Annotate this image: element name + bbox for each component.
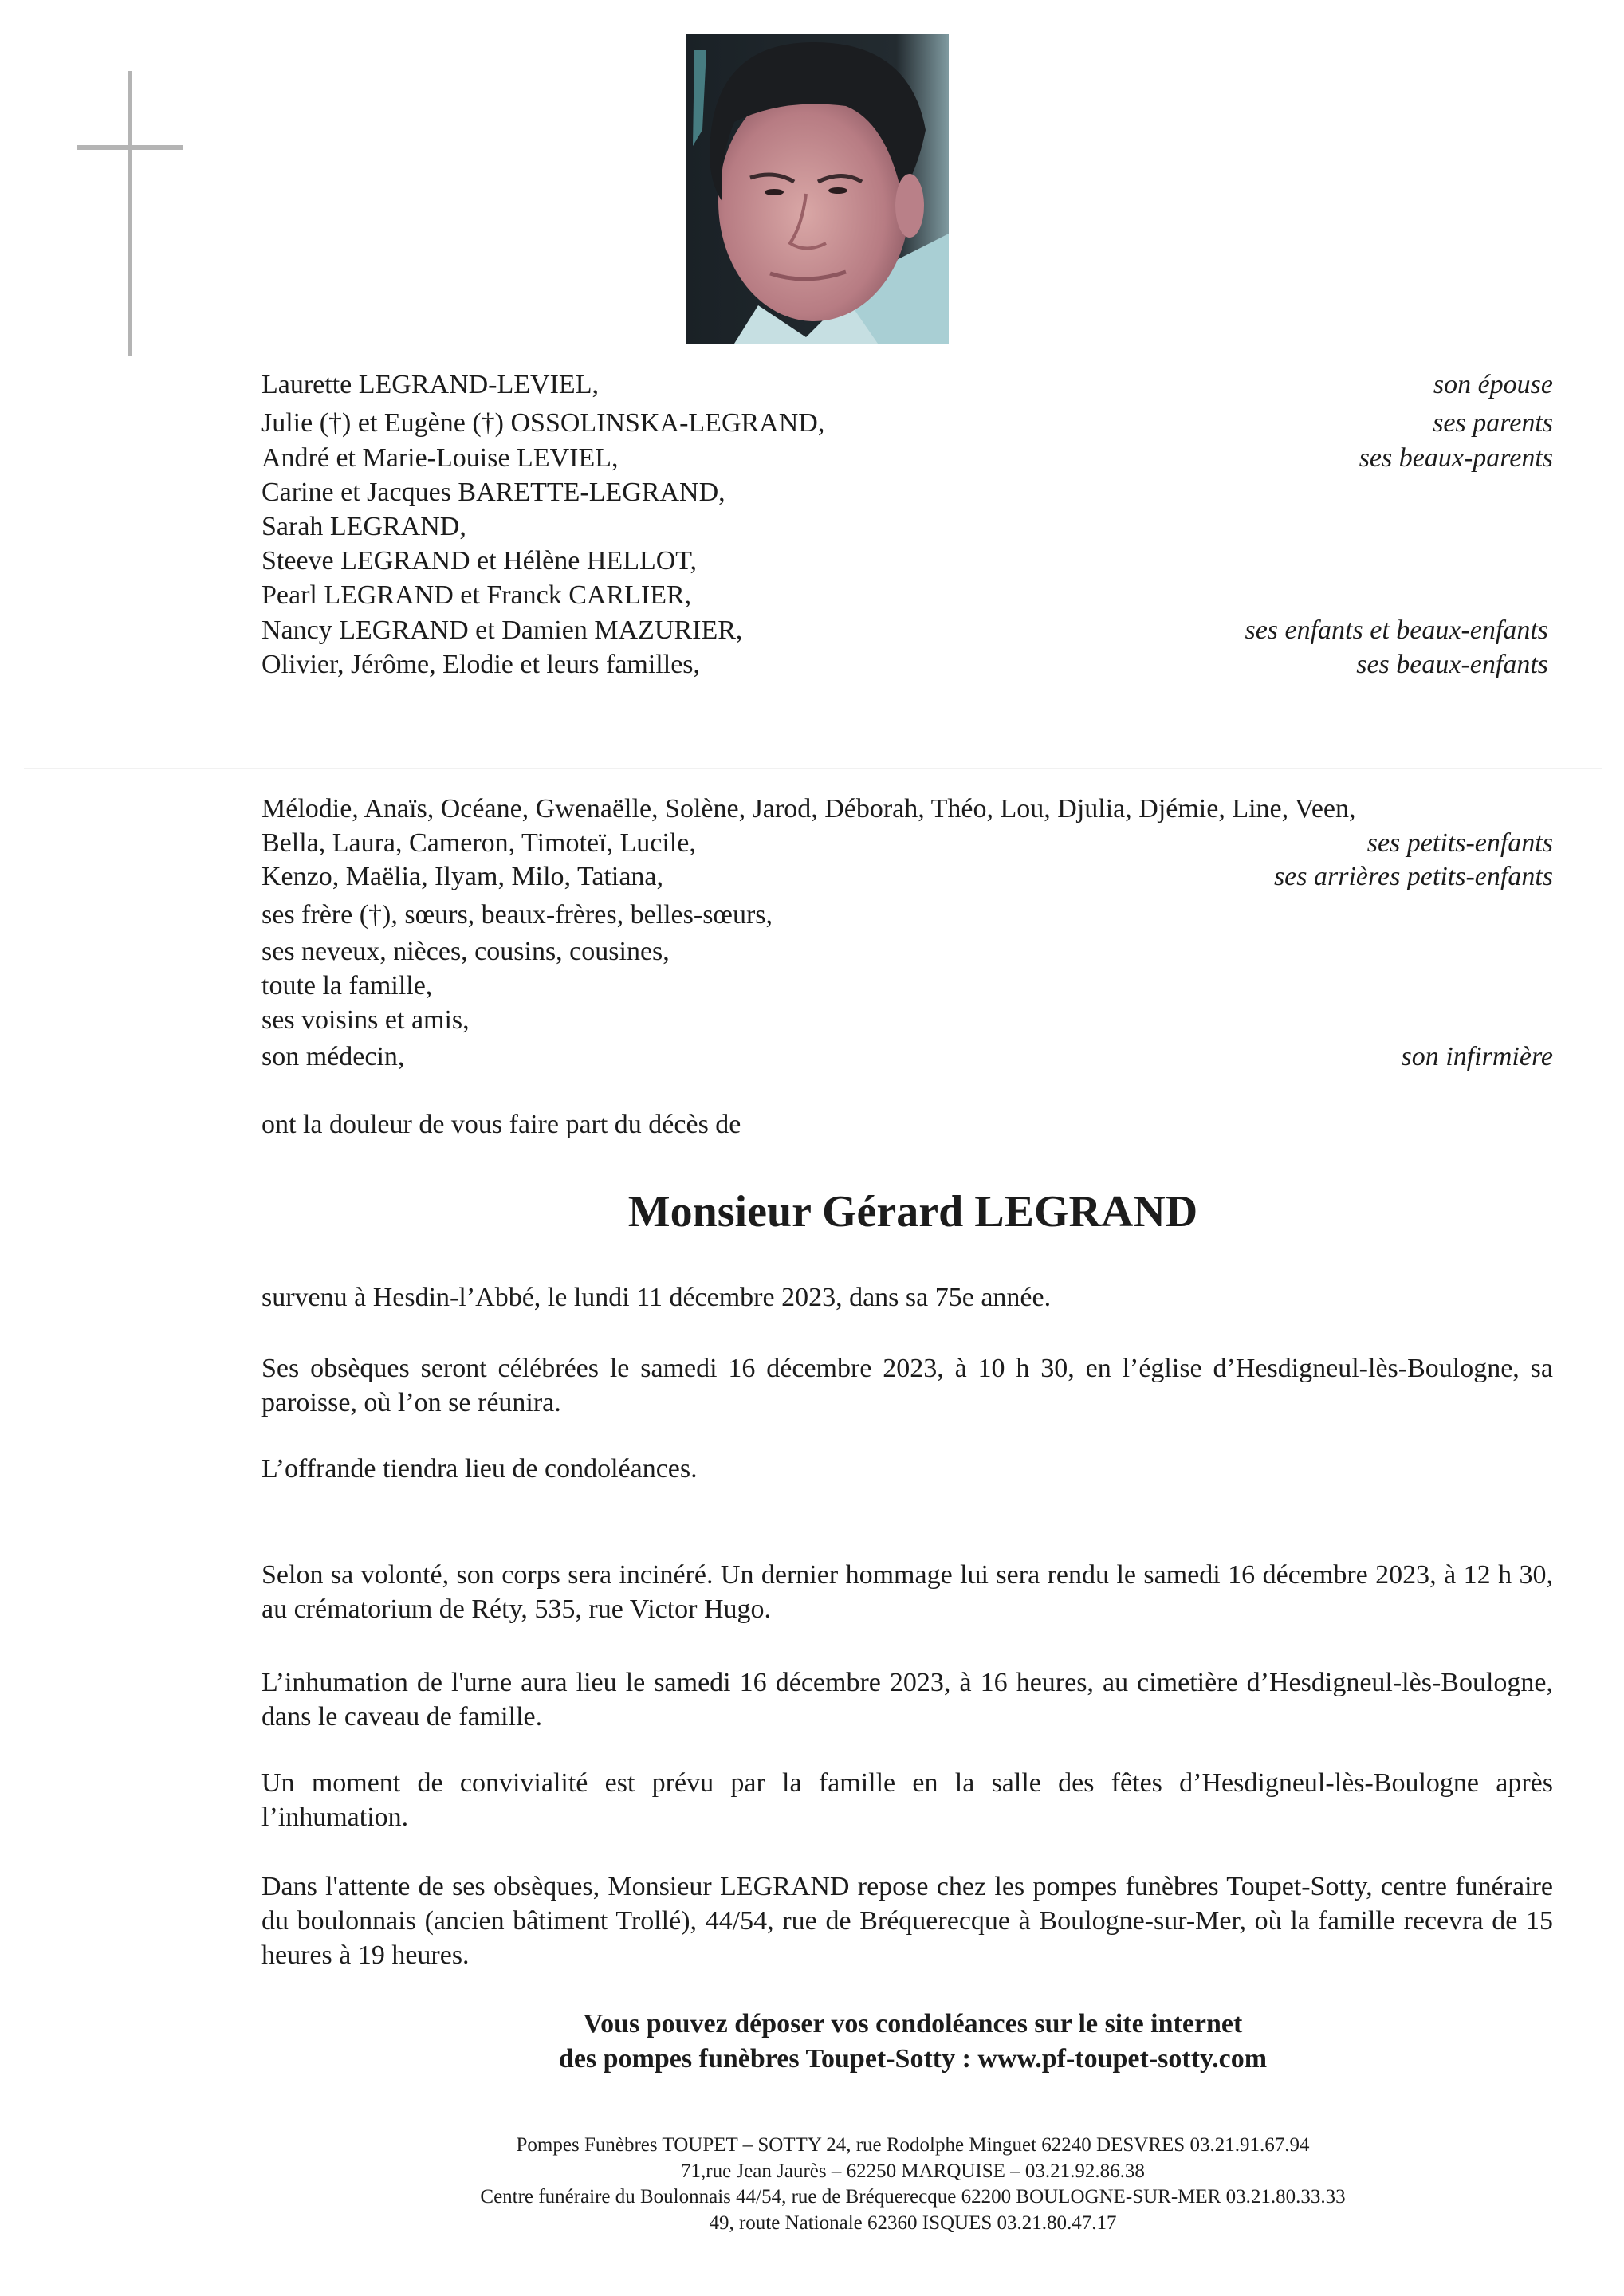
family-row bbox=[261, 475, 1553, 509]
relatives-relation: son infirmière bbox=[1401, 1042, 1553, 1071]
death-details: survenu à Hesdin-l’Abbé, le lundi 11 décembre 2023, dans sa 75e année. bbox=[261, 1283, 1052, 1312]
relatives-row bbox=[261, 1003, 1553, 1037]
portrait-photo bbox=[686, 34, 949, 344]
family-row bbox=[261, 441, 1553, 475]
relatives-names: son médecin, bbox=[261, 1042, 405, 1071]
gathering-paragraph: Un moment de convivialité est prévu par la famille en la salle des fêtes d’Hesdigneul-lès-Boulogne après l’inhumation. bbox=[261, 1768, 1553, 1832]
cremation-paragraph: Selon sa volonté, son corps sera incinéré. Un dernier hommage lui sera rendu le samedi 16 décembre 2023, à 12 h 30, au crématorium de Réty, 535, rue Victor Hugo. bbox=[261, 1560, 1553, 1624]
relatives-names: Bella, Laura, Cameron, Timoteï, Lucile, bbox=[261, 828, 696, 858]
family-row bbox=[261, 509, 1553, 544]
family-row bbox=[261, 613, 1553, 647]
footer-line: 71,rue Jean Jaurès – 62250 MARQUISE – 03.21.92.86.38 bbox=[681, 2160, 1145, 2182]
relatives-row bbox=[261, 934, 1553, 969]
family-name: Steeve LEGRAND et Hélène HELLOT, bbox=[261, 546, 698, 576]
family-row bbox=[261, 647, 1553, 682]
family-name: Olivier, Jérôme, Elodie et leurs familles, bbox=[261, 650, 701, 679]
section-divider bbox=[24, 768, 1602, 769]
family-name: Nancy LEGRAND et Damien MAZURIER, bbox=[261, 615, 743, 645]
family-name: André et Marie-Louise LEVIEL, bbox=[261, 443, 619, 473]
cross-vertical-bar bbox=[128, 71, 132, 356]
family-name: Sarah LEGRAND, bbox=[261, 512, 466, 541]
announcement-intro: ont la douleur de vous faire part du décès de bbox=[261, 1110, 741, 1139]
family-relation: ses beaux-parents bbox=[1359, 443, 1553, 473]
funeral-paragraph: Ses obsèques seront célébrées le samedi 16 décembre 2023, à 10 h 30, en l’église d’Hesdigneul-lès-Boulogne, sa paroisse, où l’on se réunira. bbox=[261, 1354, 1553, 1417]
relatives-row bbox=[261, 969, 1553, 1003]
family-name: Pearl LEGRAND et Franck CARLIER, bbox=[261, 580, 692, 610]
cross-horizontal-bar bbox=[77, 145, 183, 150]
burial-paragraph: L’inhumation de l'urne aura lieu le samedi 16 décembre 2023, à 16 heures, au cimetière d’Hesdigneul-lès-Boulogne, dans le caveau de famille. bbox=[261, 1668, 1553, 1732]
family-relation: ses enfants et beaux-enfants bbox=[1245, 615, 1548, 645]
relatives-row bbox=[261, 898, 1553, 932]
relatives-names: toute la famille, bbox=[261, 971, 433, 1001]
condolences-line-2: des pompes funèbres Toupet-Sotty : www.pf-toupet-sotty.com bbox=[558, 2044, 1268, 2074]
deceased-name: Monsieur Gérard LEGRAND bbox=[627, 1187, 1198, 1236]
footer-line: Centre funéraire du Boulonnais 44/54, rue de Bréquerecque 62200 BOULOGNE-SUR-MER 03.21.80.33.33 bbox=[480, 2186, 1346, 2208]
relatives-row bbox=[261, 859, 1553, 894]
family-name: Julie (†) et Eugène (†) OSSOLINSKA-LEGRAND, bbox=[261, 408, 825, 438]
repose-paragraph: Dans l'attente de ses obsèques, Monsieur LEGRAND repose chez les pompes funèbres Toupet-Sotty, centre funéraire du boulonnais (ancien bâtiment Trollé), 44/54, rue de Bréquerecque à Boulogne-sur-Mer, où la famille recevra de 15 heures à 19 heures. bbox=[261, 1872, 1553, 1970]
footer-line: Pompes Funèbres TOUPET – SOTTY 24, rue Rodolphe Minguet 62240 DESVRES 03.21.91.67.94 bbox=[516, 2134, 1310, 2156]
relatives-row bbox=[261, 792, 1553, 826]
offering-paragraph: L’offrande tiendra lieu de condoléances. bbox=[261, 1454, 698, 1484]
family-relation: son épouse bbox=[1433, 370, 1553, 399]
family-relation: ses parents bbox=[1433, 408, 1553, 438]
family-name: Carine et Jacques BARETTE-LEGRAND, bbox=[261, 478, 725, 507]
relatives-relation: ses arrières petits-enfants bbox=[1273, 862, 1553, 891]
footer-line: 49, route Nationale 62360 ISQUES 03.21.80.47.17 bbox=[709, 2212, 1117, 2234]
relatives-row bbox=[261, 826, 1553, 860]
death-details-row bbox=[261, 1280, 1553, 1315]
relatives-row bbox=[261, 1040, 1553, 1074]
family-name: Laurette LEGRAND-LEVIEL, bbox=[261, 370, 599, 399]
relatives-names: ses frère (†), sœurs, beaux-frères, belles-sœurs, bbox=[261, 900, 773, 930]
relatives-relation: ses petits-enfants bbox=[1366, 828, 1553, 858]
family-row bbox=[261, 406, 1553, 440]
relatives-names: Mélodie, Anaïs, Océane, Gwenaëlle, Solène, Jarod, Déborah, Théo, Lou, Djulia, Djémie, Line, Veen, bbox=[261, 794, 1356, 824]
portrait-image bbox=[686, 34, 949, 344]
announcement-intro-row bbox=[261, 1107, 1553, 1142]
family-row bbox=[261, 368, 1553, 402]
family-relation: ses beaux-enfants bbox=[1356, 650, 1548, 679]
family-row bbox=[261, 544, 1553, 578]
family-row bbox=[261, 578, 1553, 612]
relatives-names: Kenzo, Maëlia, Ilyam, Milo, Tatiana, bbox=[261, 862, 664, 891]
relatives-names: ses neveux, nièces, cousins, cousines, bbox=[261, 937, 670, 966]
relatives-names: ses voisins et amis, bbox=[261, 1005, 470, 1035]
condolences-line-1: Vous pouvez déposer vos condoléances sur le site internet bbox=[583, 2009, 1243, 2038]
